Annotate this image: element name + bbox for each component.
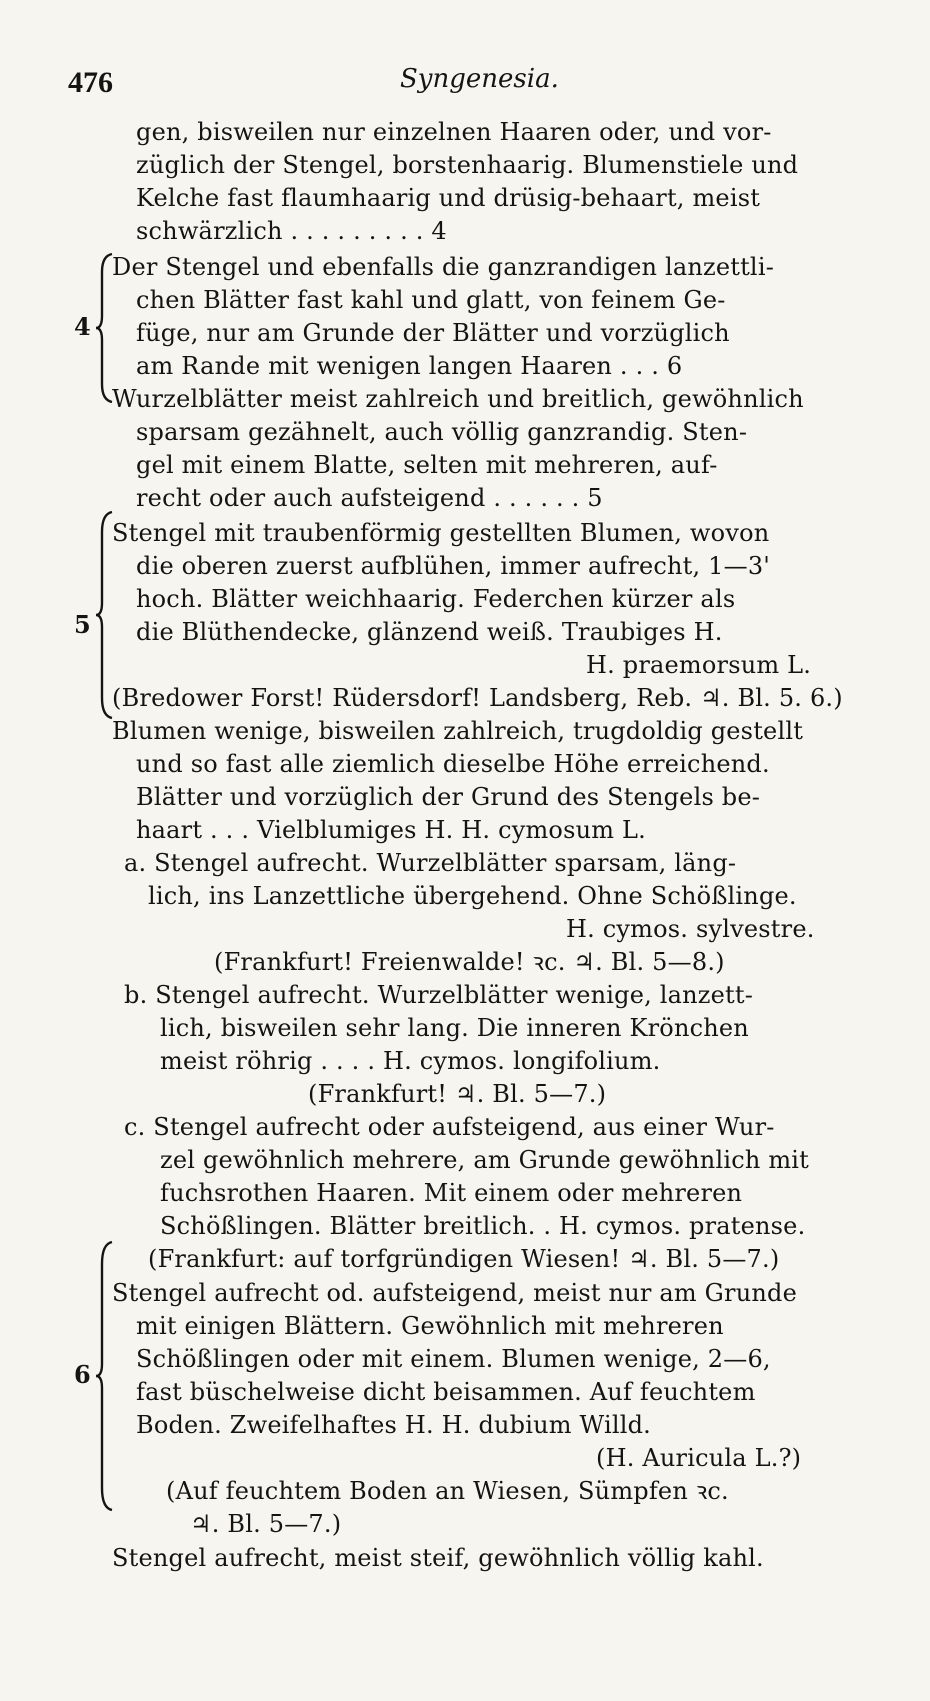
running-title: Syngenesia. xyxy=(400,64,559,94)
text-line: Stengel aufrecht, meist steif, gewöhnlich völlig kahl. xyxy=(112,1544,764,1572)
text-line: sparsam gezähnelt, auch völlig ganzrandig. Sten- xyxy=(136,418,748,446)
locality-note: (Frankfurt! ♃. Bl. 5—7.) xyxy=(308,1080,607,1108)
text-line: die Blüthendecke, glänzend weiß. Traubiges H. xyxy=(136,618,723,646)
text-line: meist röhrig . . . . H. cymos. longifolium. xyxy=(160,1047,661,1075)
text-line: lich, bisweilen sehr lang. Die inneren Krönchen xyxy=(160,1014,749,1042)
locality-note: (Frankfurt! Freienwalde! ꝛc. ♃. Bl. 5—8.) xyxy=(214,948,725,976)
text-line: hoch. Blätter weichhaarig. Federchen kürzer als xyxy=(136,585,736,613)
text-line: gel mit einem Blatte, selten mit mehreren, auf- xyxy=(136,451,718,479)
variety-line: c. Stengel aufrecht oder aufsteigend, aus einer Wur- xyxy=(124,1113,775,1141)
key-number-4: 4 xyxy=(74,312,91,341)
text-line: schwärzlich . . . . . . . . . 4 xyxy=(136,217,447,245)
text-line: zel gewöhnlich mehrere, am Grunde gewöhnlich mit xyxy=(160,1146,810,1174)
species-name: H. cymos. sylvestre. xyxy=(566,915,815,943)
locality-note: (Frankfurt: auf torfgründigen Wiesen! ♃. Bl. 5—7.) xyxy=(148,1245,780,1273)
text-line: mit einigen Blättern. Gewöhnlich mit mehreren xyxy=(136,1312,724,1340)
text-line: Wurzelblätter meist zahlreich und breitlich, gewöhnlich xyxy=(112,385,804,413)
key-number-6: 6 xyxy=(74,1360,91,1389)
text-line: Kelche fast flaumhaarig und drüsig-behaart, meist xyxy=(136,184,761,212)
text-line: und so fast alle ziemlich dieselbe Höhe erreichend. xyxy=(136,750,770,778)
text-line: am Rande mit wenigen langen Haaren . . . 6 xyxy=(136,352,683,380)
text-line: Blumen wenige, bisweilen zahlreich, trugdoldig gestellt xyxy=(112,717,804,745)
species-synonym: (H. Auricula L.?) xyxy=(596,1444,802,1472)
text-line: chen Blätter fast kahl und glatt, von feinem Ge- xyxy=(136,286,726,314)
key-number-5: 5 xyxy=(74,610,91,639)
text-line: Schößlingen. Blätter breitlich. . H. cymos. pratense. xyxy=(160,1212,806,1240)
locality-note: ♃. Bl. 5—7.) xyxy=(190,1510,342,1538)
text-line: Blätter und vorzüglich der Grund des Stengels be- xyxy=(136,783,761,811)
text-line: züglich der Stengel, borstenhaarig. Blumenstiele und xyxy=(136,151,799,179)
locality-note: (Bredower Forst! Rüdersdorf! Landsberg, Reb. ♃. Bl. 5. 6.) xyxy=(112,684,843,712)
variety-line: b. Stengel aufrecht. Wurzelblätter wenige, lanzett- xyxy=(124,981,754,1009)
species-name: H. praemorsum L. xyxy=(586,651,812,679)
text-line: haart . . . Vielblumiges H. H. cymosum L. xyxy=(136,816,647,844)
text-line: gen, bisweilen nur einzelnen Haaren oder, und vor- xyxy=(136,118,772,146)
page-number: 476 xyxy=(68,66,113,99)
text-line: Der Stengel und ebenfalls die ganzrandigen lanzettli- xyxy=(112,253,774,281)
text-line: recht oder auch aufsteigend . . . . . . 5 xyxy=(136,484,603,512)
text-line: Boden. Zweifelhaftes H. H. dubium Willd. xyxy=(136,1411,652,1439)
text-line: füge, nur am Grunde der Blätter und vorzüglich xyxy=(136,319,730,347)
text-line: Stengel mit traubenförmig gestellten Blumen, wovon xyxy=(112,519,770,547)
text-line: Schößlingen oder mit einem. Blumen wenige, 2—6, xyxy=(136,1345,771,1373)
text-line: lich, ins Lanzettliche übergehend. Ohne Schößlinge. xyxy=(148,882,797,910)
text-line: fuchsrothen Haaren. Mit einem oder mehreren xyxy=(160,1179,743,1207)
text-line: Stengel aufrecht od. aufsteigend, meist nur am Grunde xyxy=(112,1279,797,1307)
text-line: fast büschelweise dicht beisammen. Auf feuchtem xyxy=(136,1378,756,1406)
text-line: die oberen zuerst aufblühen, immer aufrecht, 1—3' xyxy=(136,552,771,580)
variety-line: a. Stengel aufrecht. Wurzelblätter sparsam, läng- xyxy=(124,849,737,877)
locality-note: (Auf feuchtem Boden an Wiesen, Sümpfen ꝛc. xyxy=(166,1477,729,1505)
